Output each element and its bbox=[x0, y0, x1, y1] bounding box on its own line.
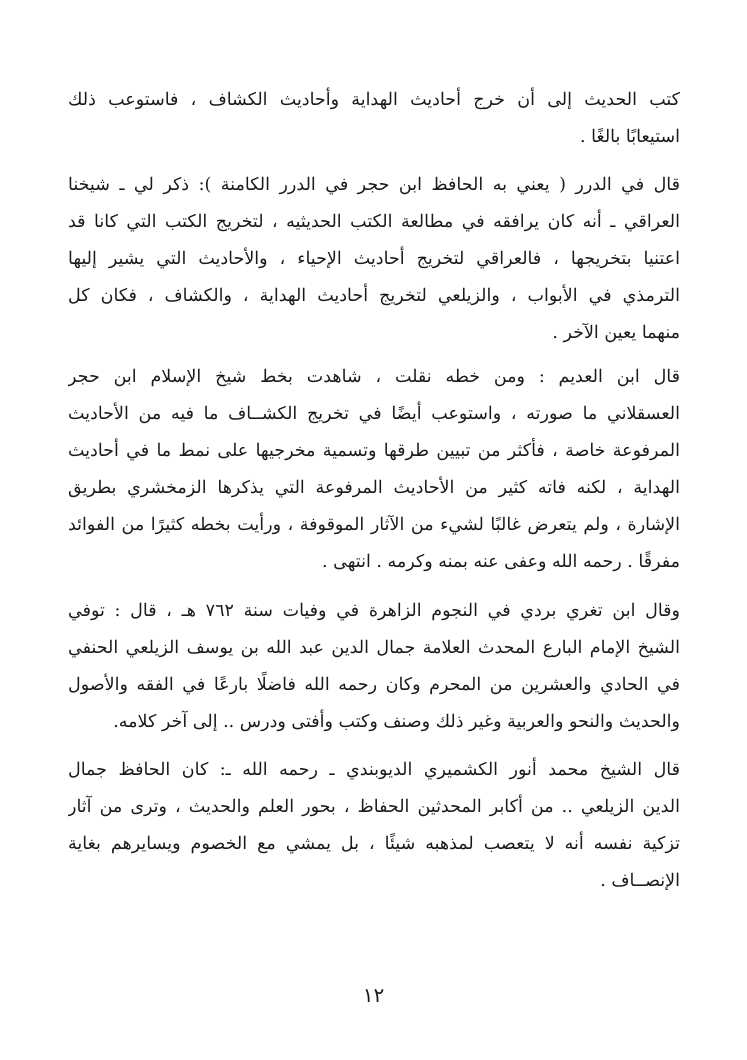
text-line: في الحادي والعشرين من المحرم وكان رحمه الله فاضلًا بارعًا في الفقه والأصول bbox=[68, 675, 680, 695]
text-line: استيعابًا بالغًا . bbox=[579, 127, 680, 147]
text-line: منهما يعين الآخر . bbox=[552, 323, 680, 343]
text-line: الإنصــاف . bbox=[600, 871, 680, 891]
page-number: ١٢ bbox=[362, 983, 385, 1007]
paragraph-4 bbox=[68, 593, 680, 741]
text-line: الشيخ الإمام البارع المحدث العلامة جمال الدين عبد الله بن يوسف الزيلعي الحنفي bbox=[68, 638, 680, 658]
paragraph-1 bbox=[68, 82, 680, 156]
text-line: تزكية نفسه أنه لا يتعصب لمذهبه شيئًا ، بل يمشي مع الخصوم ويسايرهم بغاية bbox=[68, 834, 680, 854]
text-line: الدين الزيلعي .. من أكابر المحدثين الحفاظ ، بحور العلم والحديث ، وترى من آثار bbox=[68, 797, 680, 817]
text-line: كتب الحديث إلى أن خرج أحاديث الهداية وأحاديث الكشاف ، فاستوعب ذلك bbox=[68, 90, 680, 110]
text-line: العسقلاني ما صورته ، واستوعب أيضًا في تخريج الكشــاف ما فيه من الأحاديث bbox=[68, 404, 680, 424]
text-line: الهداية ، لكنه فاته كثير من الأحاديث المرفوعة التي يذكرها الزمخشري بطريق bbox=[68, 478, 680, 498]
text-line: المرفوعة خاصة ، فأكثر من تبيين طرقها وتسمية مخرجيها على نمط ما في أحاديث bbox=[68, 441, 680, 461]
text-line: وقال ابن تغري بردي في النجوم الزاهرة في وفيات سنة ٧٦٢ هـ ، قال : توفي bbox=[68, 601, 680, 621]
text-line: اعتنيا بتخريجها ، فالعراقي لتخريج أحاديث الإحياء ، والأحاديث التي يشير إليها bbox=[68, 249, 680, 269]
text-line: مفرقًا . رحمه الله وعفى عنه بمنه وكرمه . انتهى . bbox=[322, 552, 680, 572]
text-line: قال الشيخ محمد أنور الكشميري الديوبندي ـ رحمه الله ـ: كان الحافظ جمال bbox=[68, 760, 680, 780]
paragraph-5 bbox=[68, 752, 680, 900]
text-line: العراقي ـ أنه كان يرافقه في مطالعة الكتب الحديثيه ، لتخريج الكتب التي كانا قد bbox=[68, 212, 680, 232]
text-line: والحديث والنحو والعربية وغير ذلك وصنف وكتب وأفتى ودرس .. إلى آخر كلامه. bbox=[113, 712, 680, 732]
text-line: قال ابن العديم : ومن خطه نقلت ، شاهدت بخط شيخ الإسلام ابن حجر bbox=[68, 367, 680, 387]
paragraph-3 bbox=[68, 359, 680, 581]
paragraph-2 bbox=[68, 167, 680, 352]
text-line: الإشارة ، ولم يتعرض غالبًا لشيء من الآثار الموقوفة ، ورأيت بخطه كثيرًا من الفوائد bbox=[68, 515, 680, 535]
text-line: قال في الدرر ( يعني به الحافظ ابن حجر في الدرر الكامنة ): ذكر لي ـ شيخنا bbox=[68, 175, 680, 195]
text-line: الترمذي في الأبواب ، والزيلعي لتخريج أحاديث الهداية ، والكشاف ، فكان كل bbox=[68, 286, 680, 306]
